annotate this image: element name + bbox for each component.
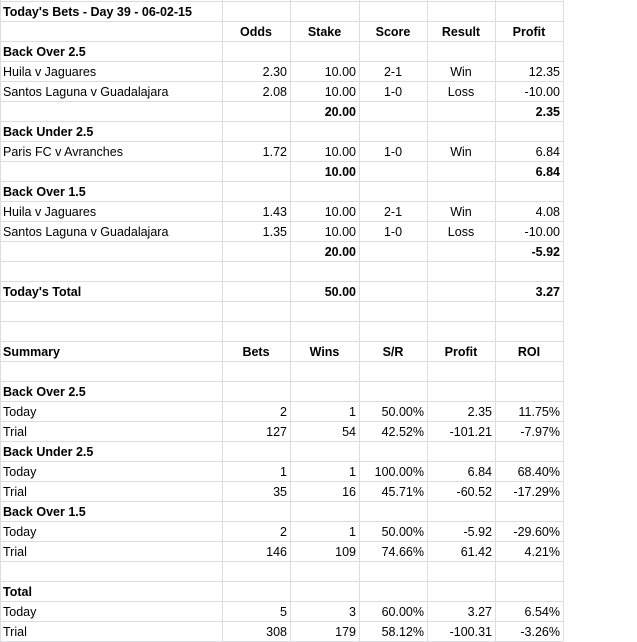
cell-r24-c4[interactable]: -60.52 bbox=[456, 485, 492, 499]
grid-column-line bbox=[563, 0, 564, 641]
cell-r31-c5[interactable]: -3.26% bbox=[520, 625, 560, 639]
cell-r12-c5[interactable]: -5.92 bbox=[531, 245, 560, 259]
cell-r24-c3[interactable]: 45.71% bbox=[381, 485, 424, 499]
cell-r11-c2[interactable]: 10.00 bbox=[324, 225, 356, 239]
cell-r7-c5[interactable]: 6.84 bbox=[535, 145, 560, 159]
cell-r7-c2[interactable]: 10.00 bbox=[324, 145, 356, 159]
cell-r5-c2[interactable]: 20.00 bbox=[324, 105, 356, 119]
cell-r20-c2[interactable]: 1 bbox=[349, 405, 356, 419]
cell-r4-c5[interactable]: -10.00 bbox=[524, 85, 560, 99]
cell-r5-c5[interactable]: 2.35 bbox=[535, 105, 560, 119]
cell-r10-c2[interactable]: 10.00 bbox=[324, 205, 356, 219]
cell-r17-c4[interactable]: Profit bbox=[444, 345, 478, 359]
cell-r3-c3[interactable]: 2-1 bbox=[383, 65, 403, 79]
cell-r23-c4[interactable]: 6.84 bbox=[467, 465, 492, 479]
cell-r21-c4[interactable]: -101.21 bbox=[449, 425, 492, 439]
cell-r3-c2[interactable]: 10.00 bbox=[324, 65, 356, 79]
cell-r4-c4[interactable]: Loss bbox=[447, 85, 475, 99]
cell-r10-c4[interactable]: Win bbox=[450, 205, 472, 219]
cell-r11-c5[interactable]: -10.00 bbox=[524, 225, 560, 239]
cell-r27-c2[interactable]: 109 bbox=[335, 545, 356, 559]
cell-r26-c1[interactable]: 2 bbox=[280, 525, 287, 539]
cell-r24-c5[interactable]: -17.29% bbox=[513, 485, 560, 499]
cell-r11-c4[interactable]: Loss bbox=[447, 225, 475, 239]
cell-r23-c2[interactable]: 1 bbox=[349, 465, 356, 479]
cell-r31-c0[interactable]: Trial bbox=[3, 625, 27, 639]
cell-r26-c2[interactable]: 1 bbox=[349, 525, 356, 539]
cell-r10-c1[interactable]: 1.43 bbox=[262, 205, 287, 219]
cell-r17-c3[interactable]: S/R bbox=[382, 345, 404, 359]
cell-r21-c1[interactable]: 127 bbox=[266, 425, 287, 439]
cell-r21-c5[interactable]: -7.97% bbox=[520, 425, 560, 439]
cell-r9-c0[interactable]: Back Over 1.5 bbox=[3, 185, 86, 199]
cell-r30-c0[interactable]: Today bbox=[3, 605, 37, 619]
cell-r20-c1[interactable]: 2 bbox=[280, 405, 287, 419]
cell-r3-c5[interactable]: 12.35 bbox=[528, 65, 560, 79]
cell-r8-c5[interactable]: 6.84 bbox=[535, 165, 560, 179]
cell-r21-c3[interactable]: 42.52% bbox=[381, 425, 424, 439]
cell-r30-c1[interactable]: 5 bbox=[280, 605, 287, 619]
cell-r27-c5[interactable]: 4.21% bbox=[524, 545, 560, 559]
cell-r3-c4[interactable]: Win bbox=[450, 65, 472, 79]
cell-r27-c4[interactable]: 61.42 bbox=[460, 545, 492, 559]
cell-r20-c5[interactable]: 11.75% bbox=[518, 405, 560, 419]
cell-r11-c1[interactable]: 1.35 bbox=[262, 225, 287, 239]
cell-r26-c5[interactable]: -29.60% bbox=[513, 525, 560, 539]
cell-r23-c0[interactable]: Today bbox=[3, 465, 37, 479]
cell-r30-c3[interactable]: 60.00% bbox=[381, 605, 424, 619]
cell-r31-c1[interactable]: 308 bbox=[266, 625, 287, 639]
cell-r21-c2[interactable]: 54 bbox=[342, 425, 356, 439]
cell-r3-c0[interactable]: Huila v Jaguares bbox=[3, 65, 97, 79]
cell-r10-c5[interactable]: 4.08 bbox=[535, 205, 560, 219]
cell-r31-c3[interactable]: 58.12% bbox=[381, 625, 424, 639]
cell-r22-c0[interactable]: Back Under 2.5 bbox=[3, 445, 94, 459]
cell-r4-c2[interactable]: 10.00 bbox=[324, 85, 356, 99]
cell-r17-c2[interactable]: Wins bbox=[309, 345, 340, 359]
cell-r1-c5[interactable]: Profit bbox=[512, 25, 546, 39]
cell-r20-c4[interactable]: 2.35 bbox=[467, 405, 492, 419]
cell-r7-c0[interactable]: Paris FC v Avranches bbox=[3, 145, 123, 159]
cell-r26-c4[interactable]: -5.92 bbox=[463, 525, 492, 539]
cell-r3-c1[interactable]: 2.30 bbox=[262, 65, 287, 79]
cell-r1-c2[interactable]: Stake bbox=[307, 25, 342, 39]
cell-r12-c2[interactable]: 20.00 bbox=[324, 245, 356, 259]
cell-r27-c3[interactable]: 74.66% bbox=[381, 545, 424, 559]
cell-r11-c0[interactable]: Santos Laguna v Guadalajara bbox=[3, 225, 169, 239]
grid-row-line bbox=[0, 261, 563, 262]
cell-r30-c5[interactable]: 6.54% bbox=[524, 605, 560, 619]
cell-r11-c3[interactable]: 1-0 bbox=[383, 225, 403, 239]
cell-r1-c1[interactable]: Odds bbox=[240, 25, 272, 39]
cell-r30-c2[interactable]: 3 bbox=[349, 605, 356, 619]
cell-r4-c1[interactable]: 2.08 bbox=[262, 85, 287, 99]
cell-r23-c3[interactable]: 100.00% bbox=[374, 465, 424, 479]
cell-r19-c0[interactable]: Back Over 2.5 bbox=[3, 385, 86, 399]
cell-r7-c4[interactable]: Win bbox=[450, 145, 472, 159]
cell-r24-c0[interactable]: Trial bbox=[3, 485, 27, 499]
cell-r21-c0[interactable]: Trial bbox=[3, 425, 27, 439]
cell-r26-c3[interactable]: 50.00% bbox=[381, 525, 424, 539]
cell-r0-c0[interactable]: Today's Bets - Day 39 - 06-02-15 bbox=[3, 5, 192, 19]
cell-r23-c1[interactable]: 1 bbox=[280, 465, 287, 479]
cell-r17-c0[interactable]: Summary bbox=[3, 345, 60, 359]
cell-r27-c1[interactable]: 146 bbox=[266, 545, 287, 559]
cell-r29-c0[interactable]: Total bbox=[3, 585, 32, 599]
cell-r14-c0[interactable]: Today's Total bbox=[3, 285, 82, 299]
cell-r2-c0[interactable]: Back Over 2.5 bbox=[3, 45, 86, 59]
cell-r23-c5[interactable]: 68.40% bbox=[517, 465, 560, 479]
cell-r7-c3[interactable]: 1-0 bbox=[383, 145, 403, 159]
cell-r14-c5[interactable]: 3.27 bbox=[535, 285, 560, 299]
cell-r17-c1[interactable]: Bets bbox=[242, 345, 270, 359]
cell-r10-c3[interactable]: 2-1 bbox=[383, 205, 403, 219]
cell-r1-c3[interactable]: Score bbox=[375, 25, 411, 39]
cell-r4-c3[interactable]: 1-0 bbox=[383, 85, 403, 99]
cell-r14-c2[interactable]: 50.00 bbox=[324, 285, 356, 299]
cell-r17-c5[interactable]: ROI bbox=[517, 345, 541, 359]
cell-r24-c2[interactable]: 16 bbox=[342, 485, 356, 499]
cell-r20-c3[interactable]: 50.00% bbox=[381, 405, 424, 419]
cell-r26-c0[interactable]: Today bbox=[3, 525, 37, 539]
cell-r4-c0[interactable]: Santos Laguna v Guadalajara bbox=[3, 85, 169, 99]
cell-r25-c0[interactable]: Back Over 1.5 bbox=[3, 505, 86, 519]
cell-r10-c0[interactable]: Huila v Jaguares bbox=[3, 205, 97, 219]
cell-r7-c1[interactable]: 1.72 bbox=[262, 145, 287, 159]
grid-row-line bbox=[0, 321, 563, 322]
cell-r27-c0[interactable]: Trial bbox=[3, 545, 27, 559]
cell-r30-c4[interactable]: 3.27 bbox=[467, 605, 492, 619]
cell-r8-c2[interactable]: 10.00 bbox=[324, 165, 356, 179]
cell-r20-c0[interactable]: Today bbox=[3, 405, 37, 419]
cell-r24-c1[interactable]: 35 bbox=[273, 485, 287, 499]
cell-r31-c4[interactable]: -100.31 bbox=[449, 625, 492, 639]
cell-r6-c0[interactable]: Back Under 2.5 bbox=[3, 125, 94, 139]
cell-r31-c2[interactable]: 179 bbox=[335, 625, 356, 639]
cell-r1-c4[interactable]: Result bbox=[441, 25, 481, 39]
